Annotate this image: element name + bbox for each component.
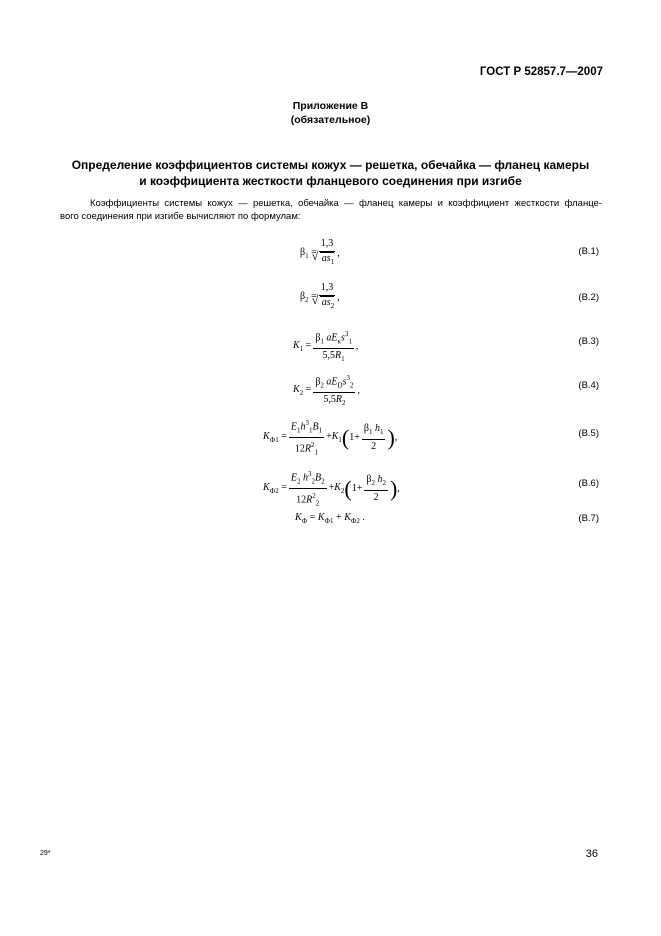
annex-title: Приложение В [292,100,369,112]
intro-line1: Коэффициенты системы кожух — решетка, обечайка — фланец камеры и коэффициент жесткости фланце- [90,198,602,209]
section-title-line1: Определение коэффициентов системы кожух — решетка, обечайка — фланец камеры [71,158,590,172]
standard-code: ГОСТ Р 52857.7—2007 [479,66,603,78]
equation-number: (В.7) [578,513,599,524]
equation-number: (В.6) [578,478,599,489]
equation-b1: $\beta_1$ = 1,3 √ $as_1$ , [300,238,340,268]
equation-number: (В.3) [578,336,599,347]
page-number: 36 [585,848,598,860]
equation-b5: $K_{Ф1}$ = $\frac{E_1h^3_1B_1}{12R^2_1}$ $+K_1$ ( 1+ $\frac{\beta_1 h_1}{2}$ ) , [263,419,398,457]
intro-line2: вого соединения при изгибе вычисляют по формулам: [60,211,301,222]
section-title-line2: и коэффициента жесткости фланцевого соединения при изгибе [139,174,522,188]
equation-b3: $K_1$ = $\frac{\beta_1 aE_кs^3_1}{5,5R_1}$ , [293,330,359,364]
section-title [0,157,661,189]
equation-b7: $K_Ф = K_{Ф1} + K_{Ф2}$ . [295,512,365,525]
sheet-mark: 29* [40,850,51,857]
equation-b4: $K_2$ = $\frac{\beta_2 aE_Ds^3_2}{5,5R_2}$ , [293,374,360,408]
annex-status: (обязательное) [290,114,371,126]
intro-paragraph [60,197,602,223]
equation-b6: $K_{Ф2}$ = $\frac{E_2 h^3_2B_2}{12R^2_2}$ $+K_2$ ( 1+ $\frac{\beta_2 h_2}{2}$ ) , [263,470,400,508]
equation-number: (В.5) [578,428,599,439]
equation-b2: $\beta_2$ = 1,3 √ $as_2$ , [300,282,340,312]
equation-number: (В.1) [578,246,599,257]
annex-heading [0,99,661,127]
equation-number: (В.4) [578,380,599,391]
equation-number: (В.2) [578,292,599,303]
